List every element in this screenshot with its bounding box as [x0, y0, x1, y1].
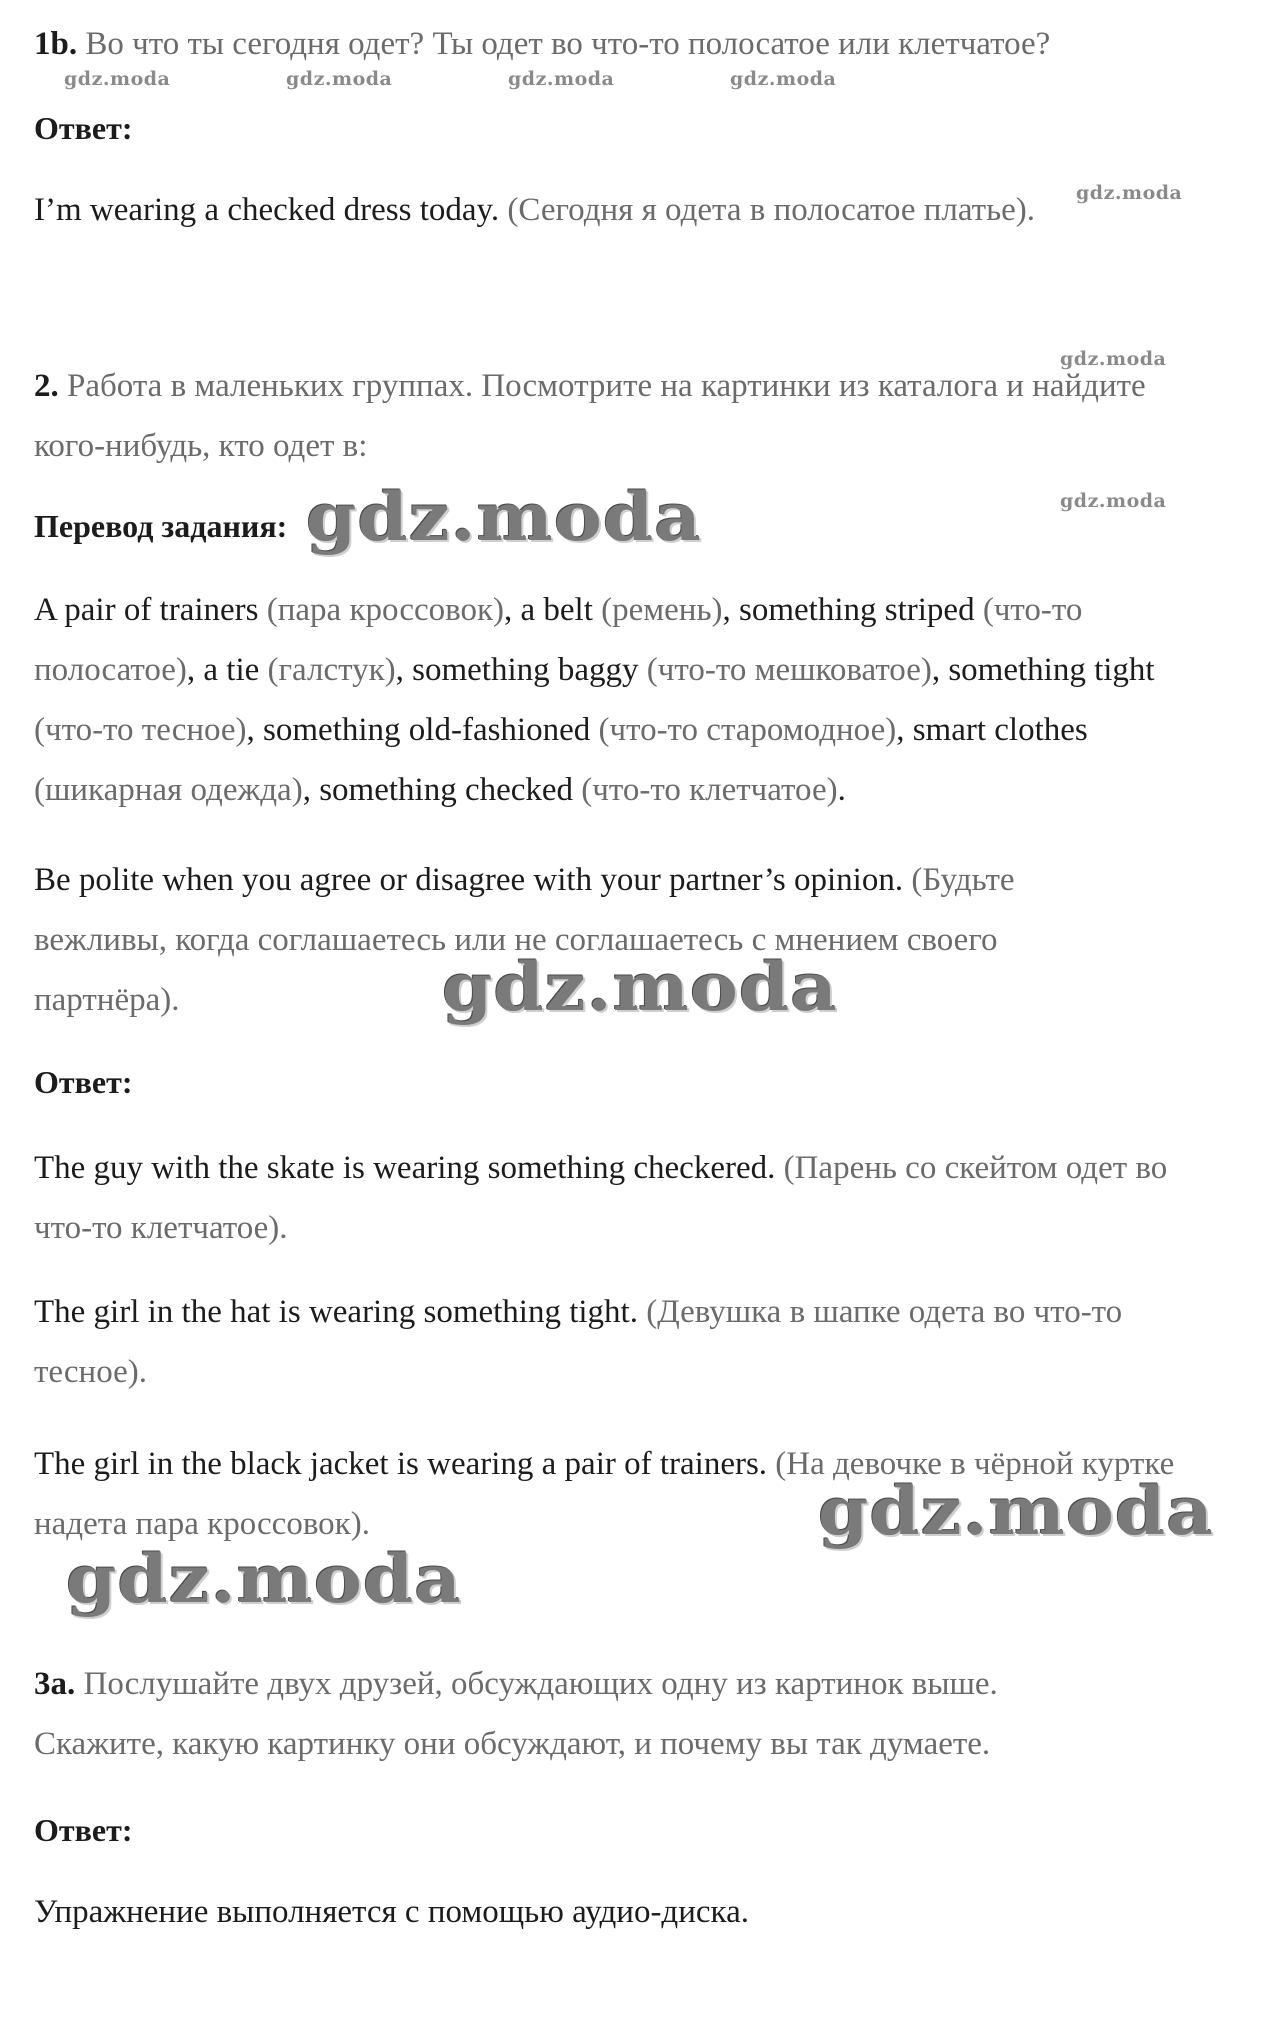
vocab-separator: ,	[896, 712, 913, 748]
vocab-en: something checked	[319, 772, 574, 808]
answer-item	[34, 1282, 1214, 1402]
task-number: 3a.	[34, 1666, 76, 1702]
vocab-ru: (пара кроссовок)	[266, 592, 504, 628]
answer-text: Упражнение выполняется с помощью аудио-диска.	[34, 1894, 749, 1930]
watermark: gdz.moda	[64, 68, 171, 90]
vocab-separator: .	[837, 772, 846, 808]
answer-en: I’m wearing a checked dress today.	[34, 192, 500, 228]
task-1b-answer	[34, 180, 1194, 240]
answer-heading: Ответ:	[34, 110, 133, 146]
vocab-ru: (что-то мешковатое)	[646, 652, 932, 688]
vocab-ru: (галстук)	[267, 652, 396, 688]
question-text: Работа в маленьких группах. Посмотрите на картинки из каталога и найдите кого-нибудь, кто одет в:	[34, 368, 1146, 464]
vocab-en: a belt	[520, 592, 593, 628]
vocab-separator: ,	[246, 712, 264, 748]
vocab-en: a tie	[203, 652, 260, 688]
task-3a-answer	[34, 1882, 1194, 1942]
vocab-ru: (что-то тесное)	[34, 712, 247, 748]
watermark: gdz.moda	[730, 68, 837, 90]
vocab-ru: (шикарная одежда)	[34, 772, 303, 808]
answer-ru: (Сегодня я одета в полосатое платье).	[507, 192, 1036, 228]
answer-ru: (Парень со скейтом одет во что-то клетчатое).	[34, 1150, 1168, 1246]
answer-en: The girl in the hat is wearing something tight.	[34, 1294, 638, 1330]
answer-heading: Ответ:	[34, 1064, 133, 1100]
watermark: gdz.moda	[1060, 490, 1167, 512]
vocab-en: something old-fashioned	[263, 712, 591, 748]
vocab-separator: ,	[395, 652, 413, 688]
vocab-ru: (что-то клетчатое)	[581, 772, 838, 808]
watermark: gdz.moda	[818, 1471, 1214, 1550]
task-number: 2.	[34, 368, 59, 404]
vocab-separator: ,	[302, 772, 320, 808]
vocab-en: A pair of trainers	[34, 592, 259, 628]
vocab-separator: ,	[186, 652, 204, 688]
watermark: gdz.moda	[1060, 348, 1167, 370]
watermark: gdz.moda	[508, 68, 615, 90]
vocabulary-list	[34, 580, 1164, 820]
watermark: gdz.moda	[306, 477, 702, 556]
answer-ru: (На девочке в чёрной куртке надета пара кроссовок).	[34, 1446, 1175, 1542]
vocab-separator: ,	[504, 592, 521, 628]
watermark: gdz.moda	[442, 947, 838, 1026]
answer-ru: (Девушка в шапке одета во что-то тесное).	[34, 1294, 1123, 1390]
answer-en: The guy with the skate is wearing something checkered.	[34, 1150, 776, 1186]
task-1b-question	[34, 14, 1194, 74]
vocab-ru: (что-то полосатое)	[34, 592, 1083, 688]
vocab-en: something striped	[739, 592, 975, 628]
watermark: gdz.moda	[66, 1539, 462, 1618]
answer-en: The girl in the black jacket is wearing a pair of trainers.	[34, 1446, 768, 1482]
watermark: gdz.moda	[1076, 182, 1183, 204]
vocab-ru: (ремень)	[601, 592, 723, 628]
note-ru: (Будьте вежливы, когда соглашаетесь или не соглашаетесь с мнением своего партнёра).	[34, 862, 1015, 1018]
vocab-separator: ,	[931, 652, 949, 688]
task-number: 1b.	[34, 26, 78, 62]
vocab-en: smart clothes	[912, 712, 1088, 748]
note-en: Be polite when you agree or disagree with your partner’s opinion.	[34, 862, 904, 898]
answer-item	[34, 1138, 1214, 1258]
task-2-question	[34, 356, 1154, 476]
question-text: Во что ты сегодня одет? Ты одет во что-то полосатое или клетчатое?	[85, 26, 1051, 62]
watermark: gdz.moda	[286, 68, 393, 90]
vocab-separator: ,	[722, 592, 740, 628]
vocab-ru: (что-то старомодное)	[598, 712, 897, 748]
vocab-en: something baggy	[412, 652, 639, 688]
question-text: Послушайте двух друзей, обсуждающих одну из картинок выше. Скажите, какую картинку они обсуждают, и почему вы так думаете.	[34, 1666, 998, 1762]
task-3a-question	[34, 1654, 1134, 1774]
translation-heading: Перевод задания:	[34, 508, 288, 544]
answer-heading: Ответ:	[34, 1812, 133, 1848]
vocab-en: something tight	[948, 652, 1155, 688]
